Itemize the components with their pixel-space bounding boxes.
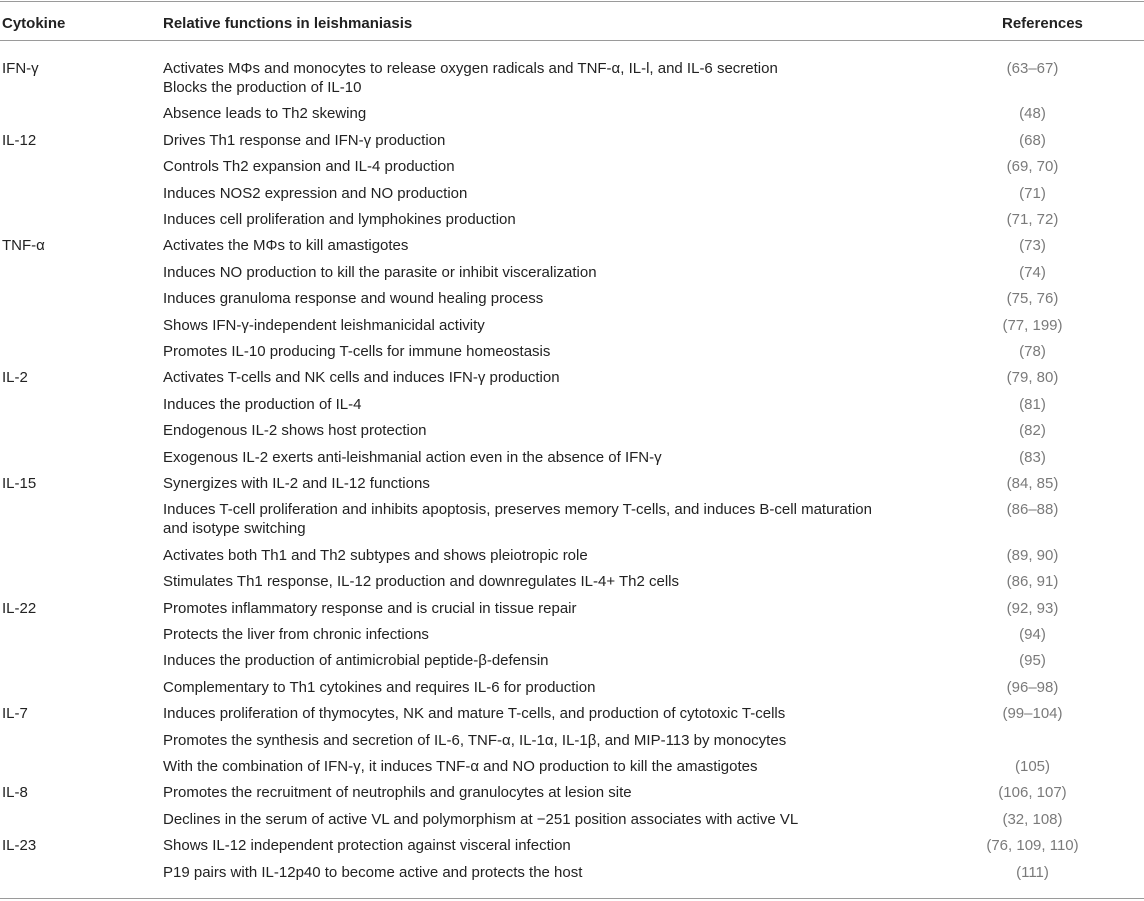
reference-cell[interactable]: (83) bbox=[1019, 449, 1046, 466]
function-cell bbox=[163, 342, 893, 361]
reference-cell[interactable]: (81) bbox=[1019, 396, 1046, 413]
function-text: Promotes inflammatory response and is crucial in tissue repair bbox=[163, 600, 577, 617]
function-cell bbox=[163, 783, 893, 802]
function-text: Induces cell proliferation and lymphokines production bbox=[163, 211, 516, 228]
function-cell bbox=[163, 59, 893, 97]
reference-cell[interactable]: (92, 93) bbox=[1006, 600, 1059, 617]
function-text: Induces the production of IL-4 bbox=[163, 396, 362, 413]
function-cell bbox=[163, 731, 893, 750]
function-cell bbox=[163, 651, 893, 670]
reference-cell[interactable]: (99–104) bbox=[1002, 705, 1063, 722]
reference-cell[interactable]: (69, 70) bbox=[1006, 158, 1059, 175]
function-text: Protects the liver from chronic infections bbox=[163, 626, 429, 643]
reference-cell[interactable]: (32, 108) bbox=[1002, 811, 1063, 828]
reference-cell[interactable]: (89, 90) bbox=[1006, 547, 1059, 564]
function-text: P19 pairs with IL-12p40 to become active and protects the host bbox=[163, 864, 583, 881]
function-cell bbox=[163, 599, 893, 618]
function-cell bbox=[163, 704, 893, 723]
function-text: Stimulates Th1 response, IL-12 production and downregulates IL-4+ Th2 cells bbox=[163, 573, 680, 590]
function-text: Drives Th1 response and IFN-γ production bbox=[163, 132, 446, 149]
function-text: With the combination of IFN-γ, it induces TNF-α and NO production to kill the amastigotes bbox=[163, 758, 758, 775]
reference-cell[interactable]: (94) bbox=[1019, 626, 1046, 643]
function-cell bbox=[163, 184, 893, 203]
function-cell bbox=[163, 810, 893, 829]
function-cell bbox=[163, 448, 893, 467]
reference-cell[interactable]: (86, 91) bbox=[1006, 573, 1059, 590]
function-text: Activates T-cells and NK cells and induces IFN-γ production bbox=[163, 369, 560, 386]
function-cell bbox=[163, 157, 893, 176]
function-cell bbox=[163, 678, 893, 697]
function-text: Induces T-cell proliferation and inhibits apoptosis, preserves memory T-cells, and induces B-cell maturation bbox=[163, 501, 872, 518]
cytokine-cell: IL-8 bbox=[2, 784, 28, 801]
function-text: Induces granuloma response and wound healing process bbox=[163, 290, 544, 307]
cytokine-cell: IL-23 bbox=[2, 837, 37, 854]
function-cell bbox=[163, 131, 893, 150]
reference-cell[interactable]: (48) bbox=[1019, 105, 1046, 122]
function-text: Declines in the serum of active VL and polymorphism at −251 position associates with active VL bbox=[163, 811, 799, 828]
function-text: Induces proliferation of thymocytes, NK and mature T-cells, and production of cytotoxic T-cells bbox=[163, 705, 786, 722]
cytokine-cell: IL-2 bbox=[2, 369, 28, 386]
function-cell bbox=[163, 546, 893, 565]
table-top-rule bbox=[0, 1, 1144, 2]
function-cell bbox=[163, 863, 893, 882]
reference-cell[interactable]: (76, 109, 110) bbox=[986, 837, 1079, 854]
function-cell bbox=[163, 757, 893, 776]
function-text: Activates MΦs and monocytes to release oxygen radicals and TNF-α, IL-l, and IL-6 secretion bbox=[163, 60, 778, 77]
reference-cell[interactable]: (106, 107) bbox=[998, 784, 1067, 801]
reference-cell[interactable]: (71, 72) bbox=[1006, 211, 1059, 228]
reference-cell[interactable]: (73) bbox=[1019, 237, 1046, 254]
reference-cell[interactable]: (96–98) bbox=[1006, 679, 1059, 696]
cytokine-cell: TNF-α bbox=[2, 237, 45, 254]
function-cell bbox=[163, 836, 893, 855]
function-text: Activates both Th1 and Th2 subtypes and shows pleiotropic role bbox=[163, 547, 588, 564]
function-text: Controls Th2 expansion and IL-4 production bbox=[163, 158, 455, 175]
header-references: References bbox=[1002, 15, 1083, 32]
reference-cell[interactable]: (86–88) bbox=[1006, 501, 1059, 518]
function-cell bbox=[163, 263, 893, 282]
function-text: Promotes the recruitment of neutrophils and granulocytes at lesion site bbox=[163, 784, 632, 801]
function-text: Exogenous IL-2 exerts anti-leishmanial action even in the absence of IFN-γ bbox=[163, 449, 662, 466]
reference-cell[interactable]: (82) bbox=[1019, 422, 1046, 439]
reference-cell[interactable]: (78) bbox=[1019, 343, 1046, 360]
cytokine-cell: IL-7 bbox=[2, 705, 28, 722]
function-text: Blocks the production of IL-10 bbox=[163, 79, 362, 96]
function-cell bbox=[163, 500, 893, 538]
reference-cell[interactable]: (105) bbox=[1014, 758, 1051, 775]
function-text: Activates the MΦs to kill amastigotes bbox=[163, 237, 409, 254]
function-text: Promotes the synthesis and secretion of IL-6, TNF-α, IL-1α, IL-1β, and MIP-113 by monocytes bbox=[163, 732, 787, 749]
function-cell bbox=[163, 572, 893, 591]
reference-cell[interactable]: (111) bbox=[1016, 864, 1049, 881]
reference-cell[interactable]: (95) bbox=[1019, 652, 1046, 669]
reference-cell[interactable]: (63–67) bbox=[1006, 60, 1059, 77]
function-text: Shows IL-12 independent protection against visceral infection bbox=[163, 837, 571, 854]
function-cell bbox=[163, 421, 893, 440]
cytokine-cell: IFN-γ bbox=[2, 60, 39, 77]
header-cytokine: Cytokine bbox=[2, 15, 66, 32]
function-cell bbox=[163, 395, 893, 414]
function-cell bbox=[163, 289, 893, 308]
function-cell bbox=[163, 210, 893, 229]
reference-cell[interactable]: (75, 76) bbox=[1006, 290, 1059, 307]
function-text: Complementary to Th1 cytokines and requires IL-6 for production bbox=[163, 679, 596, 696]
function-text: Promotes IL-10 producing T-cells for immune homeostasis bbox=[163, 343, 551, 360]
function-cell bbox=[163, 474, 893, 493]
reference-cell[interactable]: (71) bbox=[1019, 185, 1046, 202]
cytokine-cell: IL-22 bbox=[2, 600, 37, 617]
function-text: Induces NO production to kill the parasite or inhibit visceralization bbox=[163, 264, 597, 281]
function-text: Absence leads to Th2 skewing bbox=[163, 105, 367, 122]
function-text: Endogenous IL-2 shows host protection bbox=[163, 422, 427, 439]
function-cell bbox=[163, 104, 893, 123]
function-text: and isotype switching bbox=[163, 520, 306, 537]
cytokine-cell: IL-15 bbox=[2, 475, 37, 492]
function-cell bbox=[163, 368, 893, 387]
function-text: Induces the production of antimicrobial peptide-β-defensin bbox=[163, 652, 549, 669]
reference-cell[interactable]: (74) bbox=[1019, 264, 1046, 281]
reference-cell[interactable]: (79, 80) bbox=[1006, 369, 1059, 386]
header-rule bbox=[0, 40, 1144, 41]
function-cell bbox=[163, 236, 893, 255]
reference-cell[interactable]: (68) bbox=[1019, 132, 1046, 149]
header-functions: Relative functions in leishmaniasis bbox=[163, 15, 413, 32]
function-text: Synergizes with IL-2 and IL-12 functions bbox=[163, 475, 430, 492]
function-text: Induces NOS2 expression and NO production bbox=[163, 185, 468, 202]
function-text: Shows IFN-γ-independent leishmanicidal activity bbox=[163, 317, 485, 334]
function-cell bbox=[163, 625, 893, 644]
cytokine-cell: IL-12 bbox=[2, 132, 37, 149]
table-bottom-rule bbox=[0, 898, 1144, 899]
reference-cell[interactable]: (84, 85) bbox=[1006, 475, 1059, 492]
reference-cell[interactable]: (77, 199) bbox=[1002, 317, 1063, 334]
function-cell bbox=[163, 316, 893, 335]
